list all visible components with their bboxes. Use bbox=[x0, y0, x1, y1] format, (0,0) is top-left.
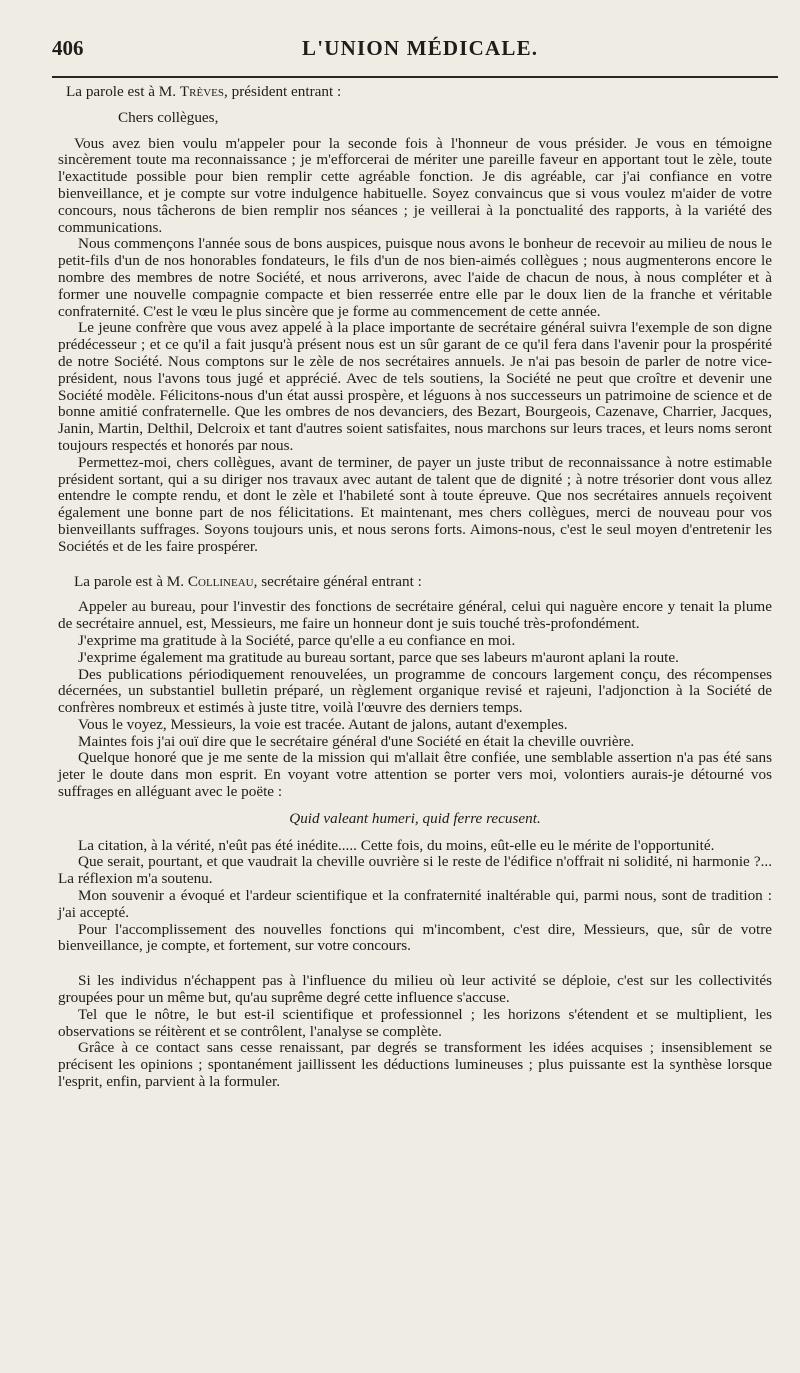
paragraph: J'exprime également ma gratitude au bureau sortant, parce que ses labeurs m'auront aplani la route. bbox=[78, 648, 679, 666]
speaker-name: Collineau, bbox=[187, 572, 258, 590]
speaker-name: Trèves, bbox=[179, 83, 228, 100]
article-body bbox=[58, 84, 772, 1091]
paragraph: Pour l'accomplissement des nouvelles fonctions qui m'incombent, c'est dire, Messieurs, que, sûr de votre bienveillance, je compte, et fortement, sur votre concours. bbox=[58, 920, 772, 955]
page-number: 406 bbox=[52, 36, 84, 60]
speaker-intro-treves: La parole est à M. Trèves, président entrant : bbox=[66, 83, 342, 100]
paragraph: Appeler au bureau, pour l'investir des fonctions de secrétaire général, celui qui naguère encore y tenait la plume de secrétaire annuel, est, Messieurs, me faire un honneur dont je suis touché très-profondément. bbox=[58, 598, 772, 633]
speaker-intro-collineau: La parole est à M. Collineau, secrétaire général entrant : bbox=[74, 572, 422, 590]
paragraph: Mon souvenir a évoqué et l'ardeur scientifique et la confraternité inaltérable qui, parmi nous, sont de tradition : j'ai accepté. bbox=[58, 887, 772, 921]
paragraph: Des publications périodiquement renouvelées, un programme de concours largement conçu, des récompenses décernées, un substantiel bulletin préparé, un règlement organique revisé et rajeuni, l'adjonction à la Société de confrères nombreux et estimés à juste titre, voilà l'œuvre des derniers temps. bbox=[58, 665, 772, 717]
paragraph: Le jeune confrère que vous avez appelé à la place importante de secrétaire général suivra l'exemple de son digne prédécesseur ; et ce qu'il a fait jusqu'à présent nous est un sûr garant de ce qu'il fera dans l'avenir pour la prospérité de notre Société. Nous comptons sur le zèle de nos secrétaires annuels. Je n'ai pas besoin de parler de notre vice-président, nous l'avons tous jugé et apprécié. Avec de tels soutiens, la Société ne peut que croître et devenir une Société modèle. Félicitons-nous d'un état aussi prospère, et léguons à nos successeurs un patrimoine de science et de bonne amitié confraternelle. Que les ombres de nos devanciers, des Bezart, Bourgeois, Cazenave, Charrier, Jacques, Janin, Martin, Delthil, Delcroix et tant d'autres soient satisfaites, nous marchons sur leurs traces, et leurs noms seront toujours respectés et honorés par nous. bbox=[58, 319, 772, 454]
paragraph: Quelque honoré que je me sente de la mission qui m'allait être confiée, une semblable assertion n'a pas été sans jeter le doute dans mon esprit. En voyant votre attention se porter vers moi, volontiers aurais-je détourné vos suffrages en alléguant avec le poëte : bbox=[58, 749, 772, 801]
header-rule bbox=[52, 76, 778, 78]
latin-quote: Quid valeant humeri, quid ferre recusent. bbox=[289, 809, 541, 827]
paragraph: J'exprime ma gratitude à la Société, parce qu'elle a eu confiance en moi. bbox=[78, 631, 516, 649]
salutation: Chers collègues, bbox=[118, 108, 219, 126]
paragraph: Grâce à ce contact sans cesse renaissant, par degrés se transforment les idées acquises ; insensiblement se précisent les opinions ; spontanément jaillissent les déductions lumineuses ; plus puissante est la synthèse lorsque l'esprit, enfin, parvient à la formuler. bbox=[58, 1039, 772, 1091]
paragraph: Vous avez bien voulu m'appeler pour la seconde fois à l'honneur de vous présider. Je vous en témoigne sincèrement toute ma reconnaissance ; je m'efforcerai de mériter une pareille faveur en apportant tout le zèle, toute l'exactitude possible pour bien remplir cette agréable fonction. Je dis agréable, car j'ai confiance en votre bienveillance, et je compte sur votre indulgence habituelle. Soyez convaincus que si vous voulez m'aider de votre concours, nous tâcherons de bien remplir nos séances ; je veillerai à la ponctualité des rapports, à la variété des communications. bbox=[58, 134, 772, 236]
paragraph: Permettez-moi, chers collègues, avant de terminer, de payer un juste tribut de reconnaissance à notre estimable président sortant, qui a su diriger nos travaux avec autant de talent que de dignité ; à notre trésorier dont vous allez entendre le compte rendu, et dont le zèle et l'habileté sont à toute épreuve. Que nos secrétaires annuels reçoivent également une bonne part de nos félicitations. Et maintenant, mes chers collègues, merci de nouveau pour vos bienveillants suffrages. Soyons toujours unis, et nous serons forts. Aimons-nous, c'est le seul moyen d'entretenir les Sociétés et de les faire prospérer. bbox=[58, 453, 772, 555]
paragraph: Maintes fois j'ai ouï dire que le secrétaire général d'une Société en était la cheville ouvrière. bbox=[78, 732, 635, 750]
paragraph: La citation, à la vérité, n'eût pas été inédite..... Cette fois, du moins, eût-elle eu le mérite de l'opportunité. bbox=[78, 836, 715, 854]
running-title: L'UNION MÉDICALE. bbox=[302, 36, 539, 60]
page-header bbox=[52, 30, 746, 66]
paragraph: Que serait, pourtant, et que vaudrait la cheville ouvrière si le reste de l'édifice n'offrait ni solidité, ni harmonie ?... La réflexion m'a soutenu. bbox=[58, 853, 772, 888]
paragraph: Vous le voyez, Messieurs, la voie est tracée. Autant de jalons, autant d'exemples. bbox=[78, 715, 568, 733]
paragraph: Si les individus n'échappent pas à l'influence du milieu où leur activité se déploie, c'est sur les collectivités groupées pour un même but, qu'au suprême degré cette influence s'accuse. bbox=[58, 972, 772, 1007]
paragraph: Nous commençons l'année sous de bons auspices, puisque nous avons le bonheur de recevoir au milieu de nous le petit-fils d'un de nos honorables fondateurs, le fils d'un de nos bien-aimés collègues ; nous augmenterons encore le nombre des membres de notre Société, et nous arriverons, avec l'aide de chacun de nous, à nous compléter et à former une nouvelle compagnie compacte et bien resserrée entre elle par le doux lien de la franche et véritable confraternité. C'est le vœu le plus sincère que je forme au commencement de cette année. bbox=[58, 235, 772, 320]
paragraph: Tel que le nôtre, le but est-il scientifique et professionnel ; les horizons s'étendent et se multiplient, les observations se réitèrent et se contrôlent, l'analyse se complète. bbox=[58, 1005, 772, 1040]
